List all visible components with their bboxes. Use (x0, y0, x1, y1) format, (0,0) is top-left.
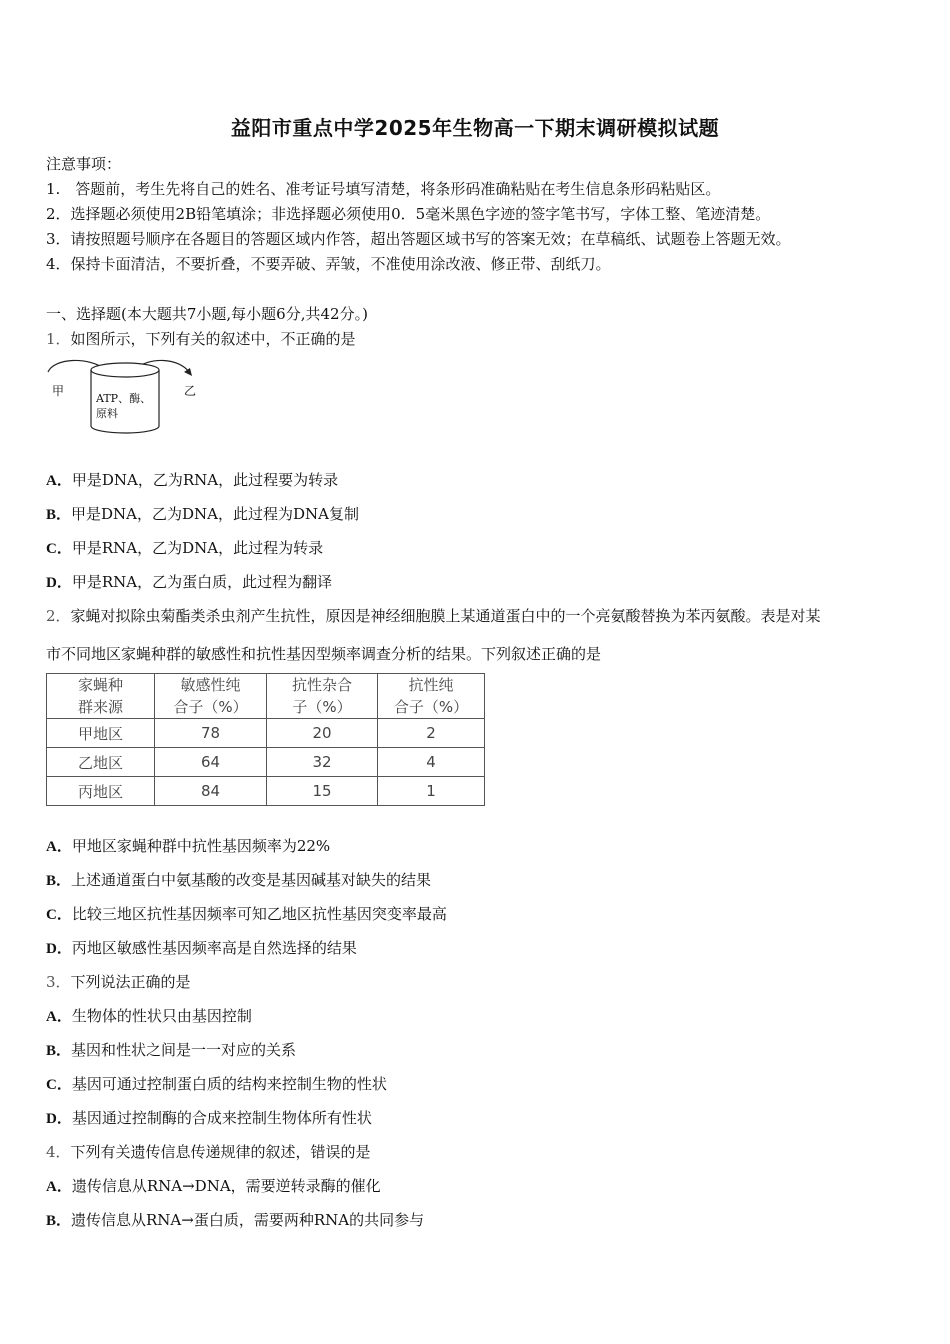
table-cell: 乙地区 (47, 748, 155, 777)
option-label: A． (46, 839, 72, 855)
option-label: B． (46, 1213, 72, 1229)
option-text: 基因可通过控制蛋白质的结构来控制生物的性状 (71, 1075, 387, 1093)
option-text: 上述通道蛋白中氨基酸的改变是基因碱基对缺失的结果 (71, 871, 432, 889)
option-label: C． (46, 1077, 72, 1093)
option[interactable] (46, 571, 332, 592)
label-yi: 乙 (184, 384, 197, 398)
option[interactable] (46, 869, 431, 890)
table-cell: 4 (378, 748, 485, 777)
table-cell: 1 (378, 777, 485, 806)
option-text: 遗传信息从RNA→DNA，需要逆转录酶的催化 (71, 1177, 381, 1195)
notice-heading: 注意事项： (46, 155, 122, 173)
option[interactable] (46, 1107, 372, 1128)
question-text: 如图所示，下列有关的叙述中，不正确的是 (70, 330, 356, 348)
question-text: 下列说法正确的是 (70, 973, 191, 991)
table-cell: 甲地区 (47, 719, 155, 748)
question-number: 4． (46, 1143, 71, 1161)
table-row (47, 777, 485, 806)
table-cell: 32 (267, 748, 378, 777)
section-heading: 一、选择题(本大题共7小题,每小题6分,共42分。) (46, 305, 368, 323)
option-text: 基因通过控制酶的合成来控制生物体所有性状 (71, 1109, 372, 1127)
vessel-bottom (91, 426, 159, 433)
option-label: D． (46, 941, 72, 957)
option-text: 遗传信息从RNA→蛋白质，需要两种RNA的共同参与 (71, 1211, 425, 1229)
option-text: 甲是DNA，乙为RNA，此过程要为转录 (71, 471, 339, 489)
question-number: 2． (46, 607, 71, 625)
table-row (47, 748, 485, 777)
question-number: 3． (46, 973, 71, 991)
table-cell: 2 (378, 719, 485, 748)
option-label: B． (46, 507, 72, 523)
vessel-label-line2: 原料 (96, 407, 118, 420)
table-row (47, 719, 485, 748)
option-label: A． (46, 1179, 72, 1195)
table-cell: 84 (155, 777, 267, 806)
option[interactable] (46, 1039, 296, 1060)
table-header-cell: 抗性杂合 子（%） (267, 674, 378, 719)
question-number: 1． (46, 330, 71, 348)
option[interactable] (46, 503, 359, 524)
output-arrowhead (184, 368, 192, 376)
notice-item: 3．请按照题号顺序在各题目的答题区域内作答，超出答题区域书写的答案无效；在草稿纸、试题卷上答题无效。 (46, 230, 791, 248)
option[interactable] (46, 1175, 381, 1196)
question-1-stem (46, 328, 356, 349)
transcription-diagram (44, 352, 214, 442)
gene-frequency-table (46, 673, 485, 806)
option-text: 甲是DNA，乙为DNA，此过程为DNA复制 (71, 505, 359, 523)
option-text: 甲是RNA，乙为蛋白质，此过程为翻译 (71, 573, 333, 591)
table-header-cell: 抗性纯 合子（%） (378, 674, 485, 719)
question-2-stem-cont: 市不同地区家蝇种群的敏感性和抗性基因型频率调查分析的结果。下列叙述正确的是 (46, 645, 602, 663)
option-label: A． (46, 473, 72, 489)
table-cell: 15 (267, 777, 378, 806)
notice-item: 4．保持卡面清洁，不要折叠，不要弄破、弄皱，不准使用涂改液、修正带、刮纸刀。 (46, 255, 611, 273)
question-4-stem (46, 1141, 371, 1162)
notice-item: 2．选择题必须使用2B铅笔填涂；非选择题必须使用0．5毫米黑色字迹的签字笔书写，字体工整、笔迹清楚。 (46, 205, 771, 223)
notice-item: 1. 答题前，考生先将自己的姓名、准考证号填写清楚，将条形码准确粘贴在考生信息条形码粘贴区。 (46, 180, 721, 198)
question-text: 下列有关遗传信息传递规律的叙述，错误的是 (70, 1143, 371, 1161)
option-label: C． (46, 907, 72, 923)
option[interactable] (46, 537, 323, 558)
vessel-top (91, 363, 159, 377)
option[interactable] (46, 469, 338, 490)
page-title: 益阳市重点中学2025年生物高一下期末调研模拟试题 (230, 116, 720, 140)
option-label: D． (46, 1111, 72, 1127)
table-cell: 20 (267, 719, 378, 748)
table-cell: 78 (155, 719, 267, 748)
option[interactable] (46, 1005, 252, 1026)
option[interactable] (46, 937, 357, 958)
question-3-stem (46, 971, 191, 992)
option[interactable] (46, 1073, 387, 1094)
option-label: B． (46, 1043, 72, 1059)
option-label: D． (46, 575, 72, 591)
option-label: C． (46, 541, 72, 557)
option[interactable] (46, 835, 330, 856)
option[interactable] (46, 1209, 424, 1230)
option-text: 甲地区家蝇种群中抗性基因频率为22% (71, 837, 331, 855)
vessel-label-line1: ATP、酶、 (96, 392, 152, 405)
option-text: 基因和性状之间是一一对应的关系 (71, 1041, 297, 1059)
option-text: 生物体的性状只由基因控制 (71, 1007, 252, 1025)
question-2-stem (46, 605, 821, 626)
option-label: A． (46, 1009, 72, 1025)
option-text: 甲是RNA，乙为DNA，此过程为转录 (71, 539, 324, 557)
option[interactable] (46, 903, 447, 924)
table-header-cell: 敏感性纯 合子（%） (155, 674, 267, 719)
table-header-cell: 家蝇种 群来源 (47, 674, 155, 719)
option-label: B． (46, 873, 72, 889)
table-cell: 丙地区 (47, 777, 155, 806)
option-text: 比较三地区抗性基因频率可知乙地区抗性基因突变率最高 (71, 905, 447, 923)
label-jia: 甲 (52, 384, 65, 398)
option-text: 丙地区敏感性基因频率高是自然选择的结果 (71, 939, 357, 957)
table-cell: 64 (155, 748, 267, 777)
question-text: 家蝇对拟除虫菊酯类杀虫剂产生抗性，原因是神经细胞膜上某通道蛋白中的一个亮氨酸替换为苯丙氨酸。表是对某 (70, 607, 821, 625)
table-header-row (47, 674, 485, 719)
